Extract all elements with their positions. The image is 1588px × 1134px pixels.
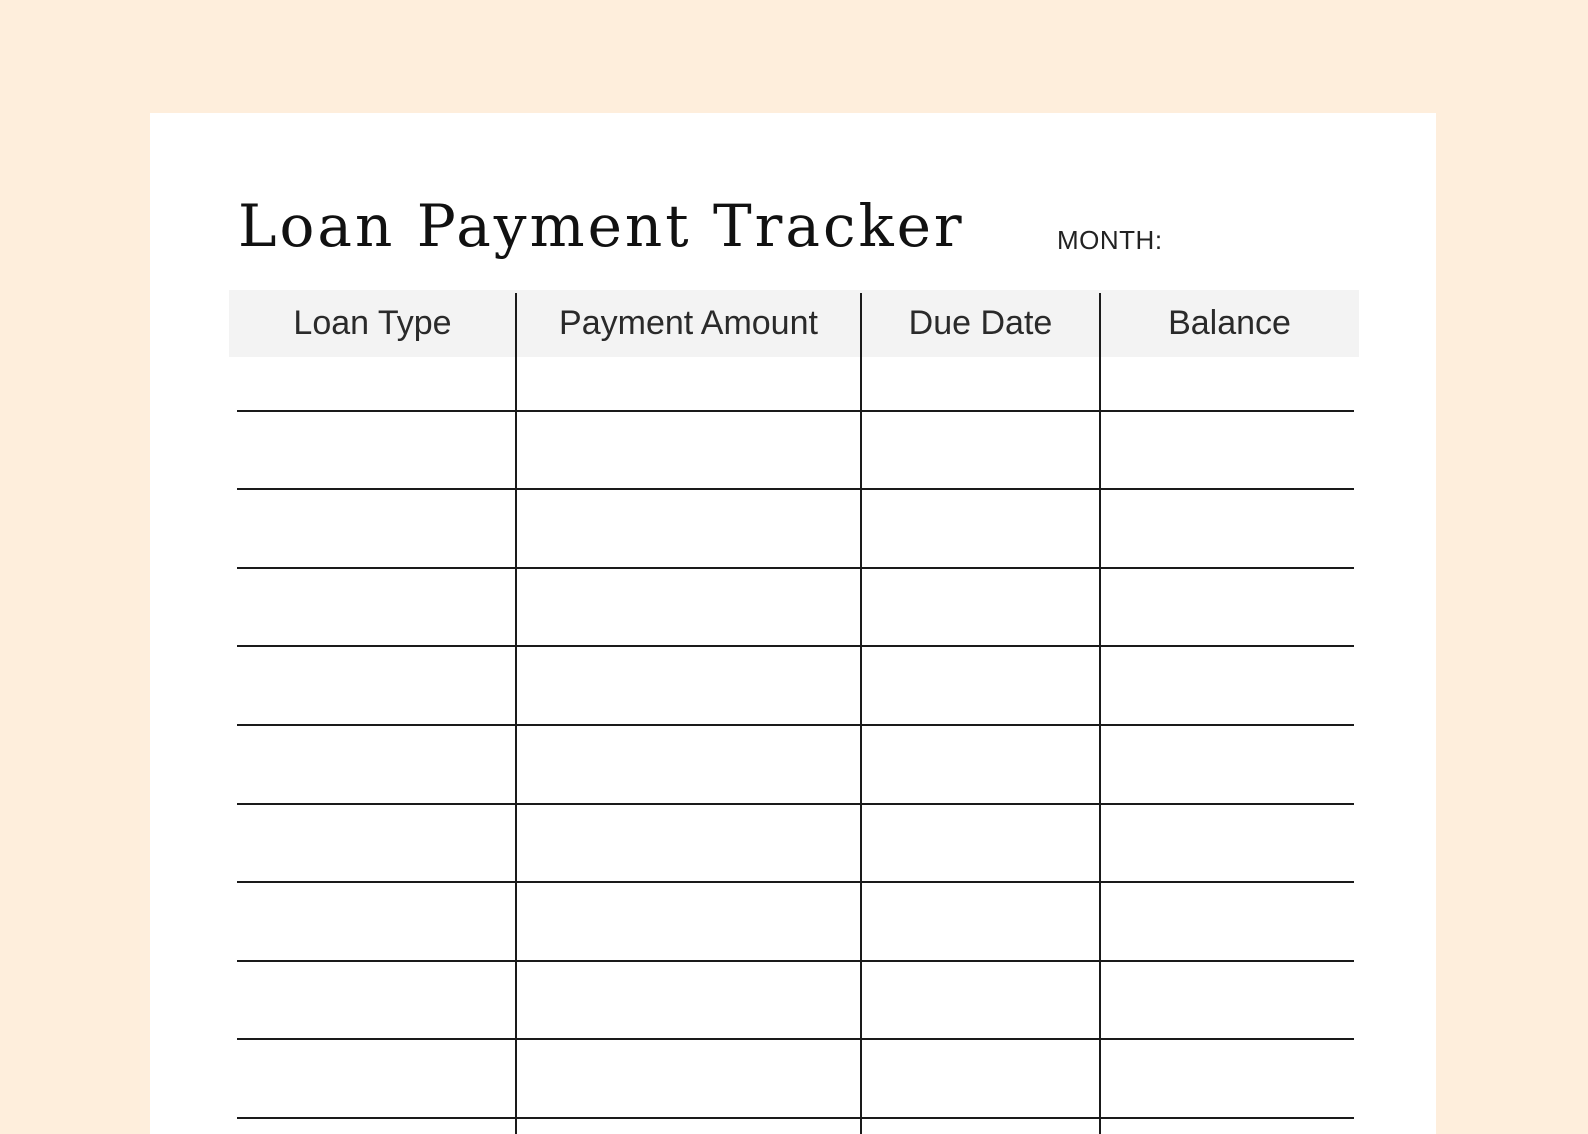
table-row [237,357,1354,436]
row-rule [237,645,1354,647]
table-row [237,514,1354,593]
column-header-due-date: Due Date [908,304,1053,342]
row-rule [237,567,1354,569]
row-rule [237,1038,1354,1040]
row-rule [237,803,1354,805]
row-rule [237,410,1354,412]
row-rule [237,960,1354,962]
column-header-loan-type: Loan Type [293,304,452,342]
row-rule [237,488,1354,490]
tracker-sheet [150,113,1436,1134]
row-rule [237,724,1354,726]
table-row [237,986,1354,1065]
table-row [237,1064,1354,1134]
row-rule [237,1117,1354,1119]
table-row [237,750,1354,829]
table-row [237,907,1354,986]
table-row [237,829,1354,908]
row-rule [237,881,1354,883]
column-header-payment-amount: Payment Amount [559,304,818,342]
table-row [237,593,1354,672]
page-title: Loan Payment Tracker [238,192,965,260]
month-label: MONTH: [1057,225,1163,255]
table-row [237,671,1354,750]
column-header-balance: Balance [1168,304,1291,342]
table-row [237,436,1354,515]
